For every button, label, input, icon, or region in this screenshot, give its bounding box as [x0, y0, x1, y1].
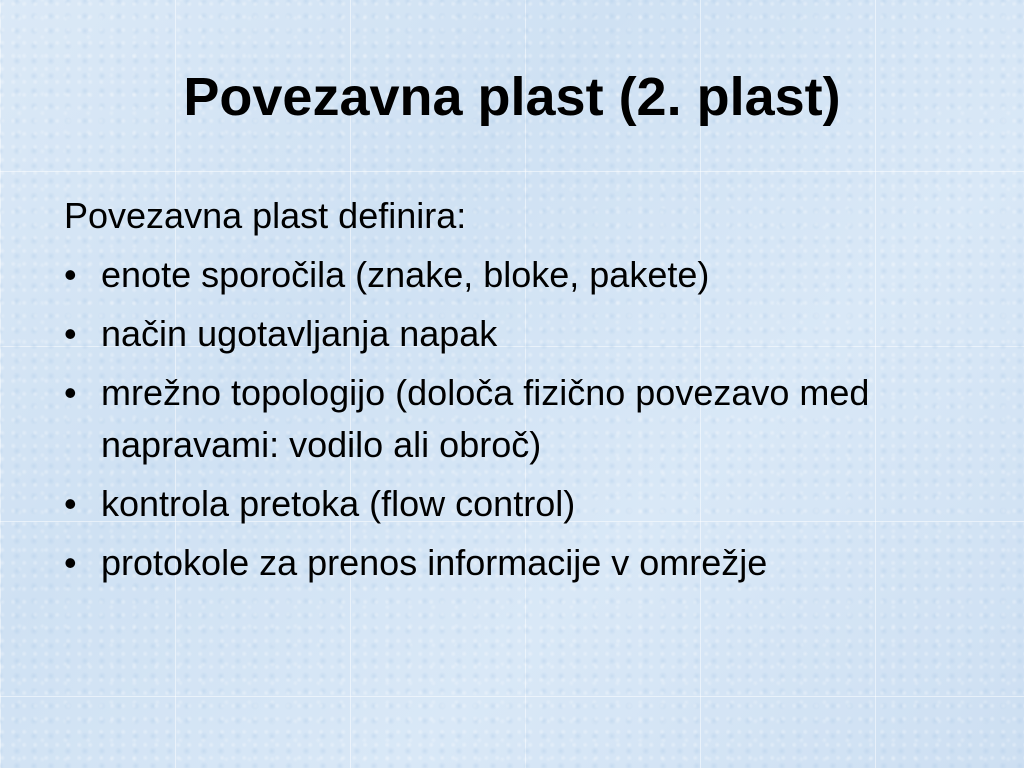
bullet-text-message-units: enote sporočila (znake, bloke, pakete) [101, 254, 710, 295]
bullet-item [64, 367, 984, 471]
bullet-text-topology: mrežno topologijo (določa fizično povezavo med napravami: vodilo ali obroč) [101, 372, 870, 465]
bullet-dot-icon: • [64, 313, 77, 354]
slide-body [64, 190, 984, 596]
bullet-dot-icon: • [64, 483, 77, 524]
bullet-item [64, 478, 984, 530]
bullet-dot-icon: • [64, 372, 77, 413]
bullet-list [64, 249, 984, 589]
slide-title: Povezavna plast (2. plast) [183, 67, 841, 127]
bullet-text-protocols: protokole za prenos informacije v omrežje [101, 542, 768, 583]
bullet-text-error-detection: način ugotavljanja napak [101, 313, 498, 354]
intro-text: Povezavna plast definira: [64, 195, 467, 236]
bullet-item [64, 249, 984, 301]
bullet-text-flow-control: kontrola pretoka (flow control) [101, 483, 576, 524]
bullet-item [64, 537, 984, 589]
bullet-dot-icon: • [64, 254, 77, 295]
bullet-dot-icon: • [64, 542, 77, 583]
bullet-item [64, 308, 984, 360]
